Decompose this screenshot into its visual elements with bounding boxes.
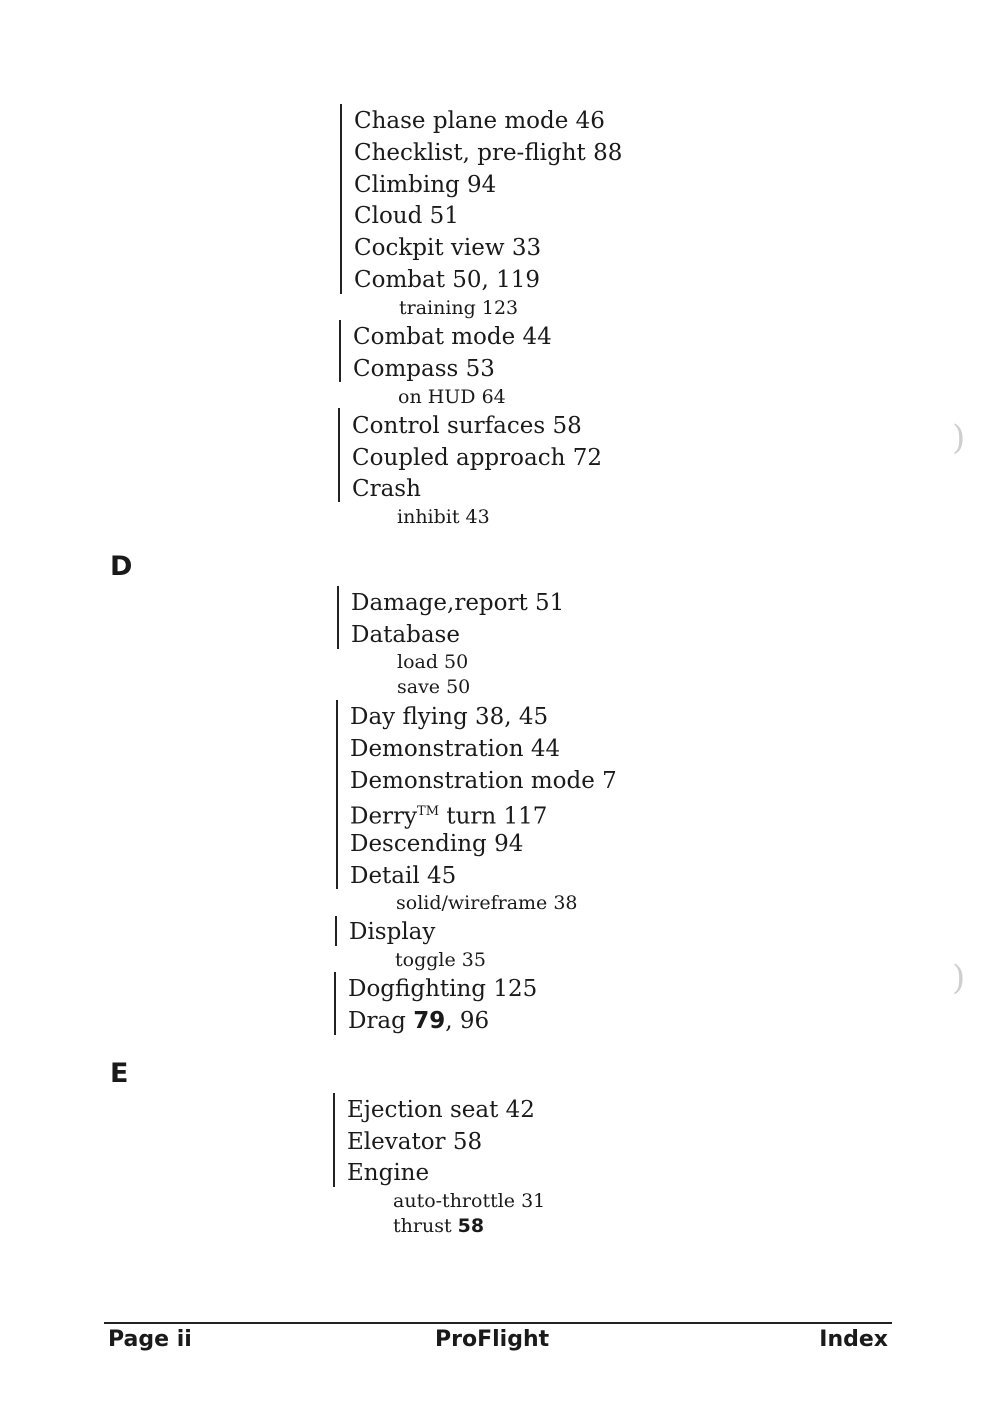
index-entry: Display (349, 919, 436, 945)
index-subentry: training 123 (399, 297, 519, 319)
change-bar (336, 700, 338, 889)
margin-mark: ) (952, 418, 966, 458)
index-entry: Engine (347, 1160, 430, 1186)
index-subentry: save 50 (397, 676, 471, 698)
footer-page-number: Page ii (108, 1327, 192, 1352)
change-bar (334, 972, 336, 1035)
change-bar (335, 916, 337, 946)
index-entry: Combat mode 44 (353, 324, 552, 350)
index-subentry: inhibit 43 (397, 506, 490, 528)
index-subentry: auto-throttle 31 (393, 1190, 546, 1212)
index-subentry: solid/wireframe 38 (396, 892, 578, 914)
index-entry: Dogfighting 125 (348, 976, 538, 1002)
index-entry: Ejection seat 42 (347, 1097, 535, 1123)
entry-text: thrust (393, 1215, 458, 1237)
index-entry: Demonstration mode 7 (350, 768, 617, 794)
change-bar (333, 1093, 335, 1187)
footer-section: Index (819, 1327, 888, 1352)
index-entry: Checklist, pre-flight 88 (354, 140, 623, 166)
footer-title: ProFlight (435, 1327, 550, 1352)
index-entry: Descending 94 (350, 831, 524, 857)
index-subentry (393, 1214, 484, 1238)
footer-rule (104, 1322, 892, 1324)
section-letter-e: E (110, 1058, 129, 1089)
change-bar (340, 104, 342, 294)
entry-text: turn 117 (439, 803, 548, 830)
margin-mark: ) (952, 958, 966, 998)
index-entry: Damage,report 51 (351, 590, 565, 616)
index-entry: Combat 50, 119 (354, 267, 541, 293)
index-entry: Day flying 38, 45 (350, 704, 549, 730)
index-entry: Cloud 51 (354, 203, 459, 229)
index-entry: Demonstration 44 (350, 736, 561, 762)
index-entry (348, 1006, 489, 1036)
index-entry: Cockpit view 33 (354, 235, 542, 261)
entry-bold-page: 58 (457, 1215, 485, 1237)
change-bar (339, 320, 341, 382)
index-subentry: load 50 (397, 651, 469, 673)
entry-bold-page: 79 (413, 1008, 446, 1034)
entry-text: , 96 (445, 1008, 490, 1034)
index-subentry: on HUD 64 (398, 386, 506, 408)
entry-text: Drag (348, 1008, 414, 1034)
section-letter-d: D (110, 551, 133, 582)
change-bar (338, 408, 340, 502)
index-entry: Compass 53 (353, 356, 495, 382)
index-entry: Database (351, 622, 460, 648)
index-entry: Coupled approach 72 (352, 445, 602, 471)
change-bar (337, 586, 339, 649)
index-entry (350, 797, 547, 832)
index-entry: Crash (352, 476, 421, 502)
index-entry: Climbing 94 (354, 172, 497, 198)
index-entry: Chase plane mode 46 (354, 108, 605, 134)
trademark-mark: TM (417, 804, 440, 819)
entry-text: Derry (350, 803, 418, 830)
index-entry: Control surfaces 58 (352, 413, 582, 439)
index-entry: Detail 45 (350, 863, 457, 889)
index-entry: Elevator 58 (347, 1129, 483, 1155)
index-subentry: toggle 35 (395, 949, 486, 971)
